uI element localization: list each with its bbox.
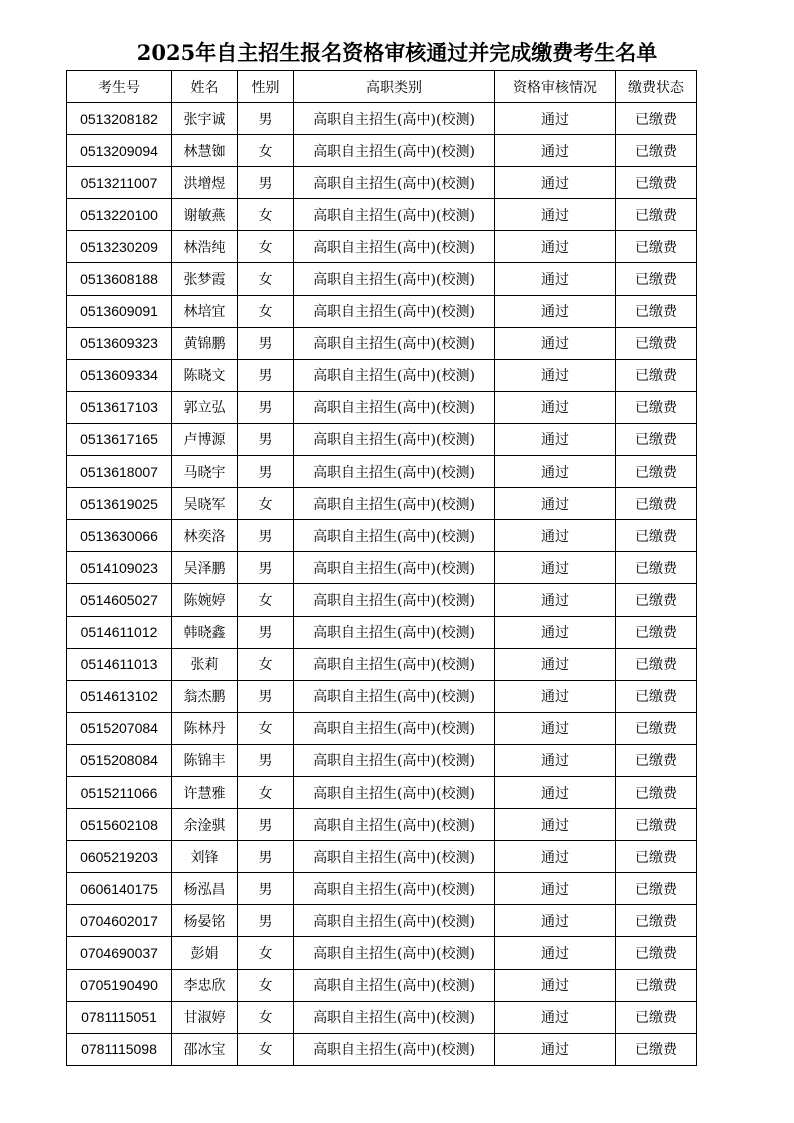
exam-number-cell: 0704690037: [67, 937, 172, 969]
exam-number-cell: 0513609091: [67, 295, 172, 327]
gender-cell: 女: [238, 712, 294, 744]
category-cell: 高职自主招生(高中)(校测): [294, 552, 495, 584]
name-cell: 陈婉婷: [172, 584, 238, 616]
table-row: [67, 552, 697, 584]
payment-status-cell: 已缴费: [616, 809, 697, 841]
category-cell: 高职自主招生(高中)(校测): [294, 905, 495, 937]
category-cell: 高职自主招生(高中)(校测): [294, 167, 495, 199]
gender-cell: 女: [238, 263, 294, 295]
exam-number-cell: 0514611013: [67, 648, 172, 680]
table-row: [67, 263, 697, 295]
category-cell: 高职自主招生(高中)(校测): [294, 809, 495, 841]
category-cell: 高职自主招生(高中)(校测): [294, 456, 495, 488]
name-cell: 黄锦鹏: [172, 327, 238, 359]
name-cell: 林培宜: [172, 295, 238, 327]
gender-cell: 女: [238, 199, 294, 231]
exam-number-cell: 0513619025: [67, 488, 172, 520]
name-cell: 翁杰鹏: [172, 680, 238, 712]
name-cell: 许慧雅: [172, 776, 238, 808]
gender-cell: 女: [238, 135, 294, 167]
category-cell: 高职自主招生(高中)(校测): [294, 969, 495, 1001]
gender-cell: 男: [238, 423, 294, 455]
column-header-vocational-category: 高职类别: [294, 71, 495, 103]
category-cell: 高职自主招生(高中)(校测): [294, 873, 495, 905]
gender-cell: 男: [238, 167, 294, 199]
table-row: [67, 809, 697, 841]
payment-status-cell: 已缴费: [616, 520, 697, 552]
category-cell: 高职自主招生(高中)(校测): [294, 199, 495, 231]
table-row: [67, 776, 697, 808]
review-status-cell: 通过: [495, 841, 616, 873]
gender-cell: 女: [238, 231, 294, 263]
gender-cell: 男: [238, 456, 294, 488]
exam-number-cell: 0515207084: [67, 712, 172, 744]
column-header-name: 姓名: [172, 71, 238, 103]
name-cell: 马晓宇: [172, 456, 238, 488]
table-row: [67, 456, 697, 488]
payment-status-cell: 已缴费: [616, 873, 697, 905]
page-title: 2025年自主招生报名资格审核通过并完成缴费考生名单: [136, 40, 658, 65]
name-cell: 林慧铷: [172, 135, 238, 167]
gender-cell: 男: [238, 327, 294, 359]
review-status-cell: 通过: [495, 359, 616, 391]
payment-status-cell: 已缴费: [616, 456, 697, 488]
table-row: [67, 937, 697, 969]
payment-status-cell: 已缴费: [616, 135, 697, 167]
exam-number-cell: 0513609323: [67, 327, 172, 359]
exam-number-cell: 0513630066: [67, 520, 172, 552]
table-row: [67, 841, 697, 873]
name-cell: 刘锋: [172, 841, 238, 873]
exam-number-cell: 0605219203: [67, 841, 172, 873]
table-header-row: [67, 71, 697, 103]
table-row: [67, 680, 697, 712]
table-row: [67, 359, 697, 391]
payment-status-cell: 已缴费: [616, 744, 697, 776]
category-cell: 高职自主招生(高中)(校测): [294, 295, 495, 327]
name-cell: 陈晓文: [172, 359, 238, 391]
gender-cell: 男: [238, 744, 294, 776]
table-row: [67, 1001, 697, 1033]
name-cell: 洪增煜: [172, 167, 238, 199]
name-cell: 张梦霞: [172, 263, 238, 295]
payment-status-cell: 已缴费: [616, 969, 697, 1001]
review-status-cell: 通过: [495, 680, 616, 712]
category-cell: 高职自主招生(高中)(校测): [294, 648, 495, 680]
name-cell: 张宇诚: [172, 103, 238, 135]
exam-number-cell: 0513230209: [67, 231, 172, 263]
category-cell: 高职自主招生(高中)(校测): [294, 423, 495, 455]
table-row: [67, 648, 697, 680]
table-row: [67, 744, 697, 776]
review-status-cell: 通过: [495, 103, 616, 135]
table-row: [67, 199, 697, 231]
review-status-cell: 通过: [495, 584, 616, 616]
payment-status-cell: 已缴费: [616, 937, 697, 969]
gender-cell: 男: [238, 616, 294, 648]
exam-number-cell: 0513211007: [67, 167, 172, 199]
exam-number-cell: 0513617103: [67, 391, 172, 423]
gender-cell: 男: [238, 841, 294, 873]
exam-number-cell: 0513618007: [67, 456, 172, 488]
exam-number-cell: 0513208182: [67, 103, 172, 135]
exam-number-cell: 0514109023: [67, 552, 172, 584]
exam-number-cell: 0513608188: [67, 263, 172, 295]
exam-number-cell: 0514613102: [67, 680, 172, 712]
gender-cell: 女: [238, 969, 294, 1001]
payment-status-cell: 已缴费: [616, 712, 697, 744]
gender-cell: 男: [238, 552, 294, 584]
gender-cell: 男: [238, 391, 294, 423]
category-cell: 高职自主招生(高中)(校测): [294, 135, 495, 167]
payment-status-cell: 已缴费: [616, 263, 697, 295]
review-status-cell: 通过: [495, 776, 616, 808]
review-status-cell: 通过: [495, 423, 616, 455]
name-cell: 邵冰宝: [172, 1033, 238, 1065]
category-cell: 高职自主招生(高中)(校测): [294, 391, 495, 423]
review-status-cell: 通过: [495, 809, 616, 841]
exam-number-cell: 0513209094: [67, 135, 172, 167]
name-cell: 韩晓鑫: [172, 616, 238, 648]
exam-number-cell: 0513617165: [67, 423, 172, 455]
payment-status-cell: 已缴费: [616, 488, 697, 520]
exam-number-cell: 0606140175: [67, 873, 172, 905]
category-cell: 高职自主招生(高中)(校测): [294, 680, 495, 712]
table-row: [67, 391, 697, 423]
payment-status-cell: 已缴费: [616, 391, 697, 423]
payment-status-cell: 已缴费: [616, 327, 697, 359]
review-status-cell: 通过: [495, 1001, 616, 1033]
name-cell: 谢敏燕: [172, 199, 238, 231]
gender-cell: 女: [238, 1033, 294, 1065]
table-row: [67, 584, 697, 616]
review-status-cell: 通过: [495, 969, 616, 1001]
category-cell: 高职自主招生(高中)(校测): [294, 712, 495, 744]
column-header-payment-status: 缴费状态: [616, 71, 697, 103]
review-status-cell: 通过: [495, 937, 616, 969]
table-row: [67, 712, 697, 744]
category-cell: 高职自主招生(高中)(校测): [294, 1033, 495, 1065]
exam-number-cell: 0781115051: [67, 1001, 172, 1033]
category-cell: 高职自主招生(高中)(校测): [294, 359, 495, 391]
review-status-cell: 通过: [495, 520, 616, 552]
gender-cell: 女: [238, 937, 294, 969]
category-cell: 高职自主招生(高中)(校测): [294, 616, 495, 648]
exam-number-cell: 0514605027: [67, 584, 172, 616]
review-status-cell: 通过: [495, 616, 616, 648]
review-status-cell: 通过: [495, 552, 616, 584]
review-status-cell: 通过: [495, 744, 616, 776]
review-status-cell: 通过: [495, 199, 616, 231]
name-cell: 郭立弘: [172, 391, 238, 423]
table-row: [67, 905, 697, 937]
name-cell: 林奕洛: [172, 520, 238, 552]
category-cell: 高职自主招生(高中)(校测): [294, 1001, 495, 1033]
table-row: [67, 135, 697, 167]
category-cell: 高职自主招生(高中)(校测): [294, 231, 495, 263]
payment-status-cell: 已缴费: [616, 359, 697, 391]
gender-cell: 女: [238, 584, 294, 616]
gender-cell: 男: [238, 680, 294, 712]
review-status-cell: 通过: [495, 295, 616, 327]
review-status-cell: 通过: [495, 488, 616, 520]
candidate-table: [66, 70, 697, 1066]
review-status-cell: 通过: [495, 648, 616, 680]
table-row: [67, 295, 697, 327]
table-row: [67, 969, 697, 1001]
table-row: [67, 1033, 697, 1065]
exam-number-cell: 0513220100: [67, 199, 172, 231]
exam-number-cell: 0515211066: [67, 776, 172, 808]
payment-status-cell: 已缴费: [616, 103, 697, 135]
table-row: [67, 103, 697, 135]
review-status-cell: 通过: [495, 263, 616, 295]
name-cell: 林浩纯: [172, 231, 238, 263]
payment-status-cell: 已缴费: [616, 167, 697, 199]
payment-status-cell: 已缴费: [616, 776, 697, 808]
review-status-cell: 通过: [495, 712, 616, 744]
gender-cell: 男: [238, 873, 294, 905]
payment-status-cell: 已缴费: [616, 648, 697, 680]
payment-status-cell: 已缴费: [616, 905, 697, 937]
name-cell: 彭娟: [172, 937, 238, 969]
name-cell: 吴泽鹏: [172, 552, 238, 584]
payment-status-cell: 已缴费: [616, 680, 697, 712]
table-row: [67, 873, 697, 905]
payment-status-cell: 已缴费: [616, 552, 697, 584]
column-header-review-status: 资格审核情况: [495, 71, 616, 103]
payment-status-cell: 已缴费: [616, 295, 697, 327]
category-cell: 高职自主招生(高中)(校测): [294, 584, 495, 616]
payment-status-cell: 已缴费: [616, 616, 697, 648]
category-cell: 高职自主招生(高中)(校测): [294, 327, 495, 359]
name-cell: 杨晏铭: [172, 905, 238, 937]
category-cell: 高职自主招生(高中)(校测): [294, 776, 495, 808]
table-row: [67, 520, 697, 552]
gender-cell: 女: [238, 1001, 294, 1033]
payment-status-cell: 已缴费: [616, 423, 697, 455]
category-cell: 高职自主招生(高中)(校测): [294, 841, 495, 873]
review-status-cell: 通过: [495, 327, 616, 359]
category-cell: 高职自主招生(高中)(校测): [294, 744, 495, 776]
exam-number-cell: 0781115098: [67, 1033, 172, 1065]
name-cell: 吴晓军: [172, 488, 238, 520]
category-cell: 高职自主招生(高中)(校测): [294, 937, 495, 969]
exam-number-cell: 0705190490: [67, 969, 172, 1001]
table-row: [67, 327, 697, 359]
table-row: [67, 616, 697, 648]
payment-status-cell: 已缴费: [616, 584, 697, 616]
name-cell: 陈锦丰: [172, 744, 238, 776]
category-cell: 高职自主招生(高中)(校测): [294, 488, 495, 520]
gender-cell: 女: [238, 648, 294, 680]
table-row: [67, 423, 697, 455]
table-row: [67, 231, 697, 263]
review-status-cell: 通过: [495, 905, 616, 937]
payment-status-cell: 已缴费: [616, 1033, 697, 1065]
review-status-cell: 通过: [495, 135, 616, 167]
name-cell: 张莉: [172, 648, 238, 680]
gender-cell: 男: [238, 520, 294, 552]
exam-number-cell: 0515602108: [67, 809, 172, 841]
gender-cell: 男: [238, 905, 294, 937]
payment-status-cell: 已缴费: [616, 841, 697, 873]
review-status-cell: 通过: [495, 873, 616, 905]
name-cell: 陈林丹: [172, 712, 238, 744]
table-body: [67, 103, 697, 1066]
name-cell: 甘淑婷: [172, 1001, 238, 1033]
name-cell: 余淦骐: [172, 809, 238, 841]
table-row: [67, 167, 697, 199]
gender-cell: 男: [238, 359, 294, 391]
gender-cell: 女: [238, 776, 294, 808]
payment-status-cell: 已缴费: [616, 231, 697, 263]
gender-cell: 男: [238, 809, 294, 841]
review-status-cell: 通过: [495, 391, 616, 423]
gender-cell: 女: [238, 488, 294, 520]
exam-number-cell: 0515208084: [67, 744, 172, 776]
exam-number-cell: 0514611012: [67, 616, 172, 648]
payment-status-cell: 已缴费: [616, 199, 697, 231]
category-cell: 高职自主招生(高中)(校测): [294, 103, 495, 135]
gender-cell: 男: [238, 103, 294, 135]
name-cell: 杨泓昌: [172, 873, 238, 905]
column-header-exam-number: 考生号: [67, 71, 172, 103]
review-status-cell: 通过: [495, 231, 616, 263]
name-cell: 李忠欣: [172, 969, 238, 1001]
review-status-cell: 通过: [495, 1033, 616, 1065]
exam-number-cell: 0704602017: [67, 905, 172, 937]
review-status-cell: 通过: [495, 456, 616, 488]
gender-cell: 女: [238, 295, 294, 327]
payment-status-cell: 已缴费: [616, 1001, 697, 1033]
review-status-cell: 通过: [495, 167, 616, 199]
exam-number-cell: 0513609334: [67, 359, 172, 391]
name-cell: 卢博源: [172, 423, 238, 455]
category-cell: 高职自主招生(高中)(校测): [294, 263, 495, 295]
category-cell: 高职自主招生(高中)(校测): [294, 520, 495, 552]
column-header-gender: 性别: [238, 71, 294, 103]
table-row: [67, 488, 697, 520]
